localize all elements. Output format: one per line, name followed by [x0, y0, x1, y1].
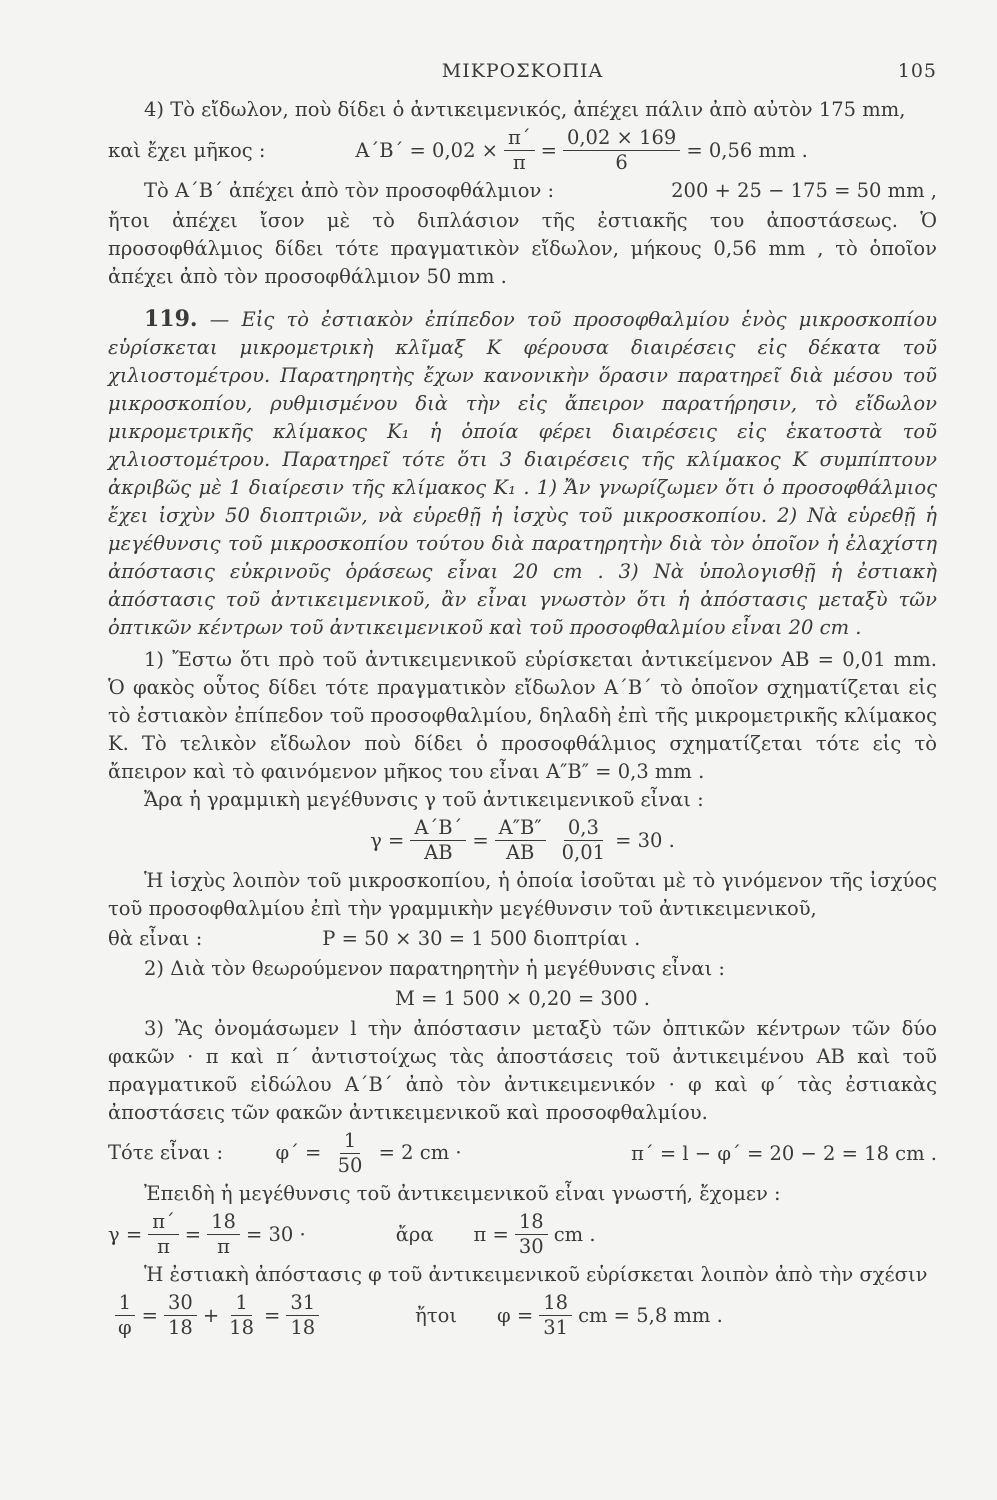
frac-num: 1: [231, 1291, 251, 1316]
problem-119: [108, 305, 937, 642]
frac-num: 31: [286, 1291, 319, 1316]
fraction-l2: [164, 1291, 197, 1340]
frac-num: 0,02 × 169: [563, 126, 680, 151]
frac-den: 6: [615, 151, 628, 174]
fraction-g1: [148, 1210, 179, 1259]
para1-rest: ἤτοι ἀπέχει ἴσον μὲ τὸ διπλάσιον τῆς ἐστιακῆς του ἀποστάσεως. Ὁ προσοφθάλμιος δίδει τότε πραγματικὸν εἴδωλον, μήκους 0,56 mm , τὸ ὁποῖον ἀπέχει ἀπὸ τὸν προσοφθάλμιον 50 mm .: [108, 209, 937, 288]
fraction-l4: [286, 1291, 319, 1340]
phi-lhs: φ΄ =: [275, 1141, 322, 1164]
eq-g: γ =: [370, 828, 405, 852]
eq-lhs: Α΄Β΄ = 0,02 ×: [355, 138, 499, 162]
problem-number: 119.: [144, 306, 198, 332]
running-title: ΜΙΚΡΟΣΚΟΠΙΑ: [441, 60, 604, 82]
solution-3-text2: Ἐπειδὴ ἡ μεγέθυνσις τοῦ ἀντικειμενικοῦ εἶναι γνωστή, ἔχομεν :: [144, 1182, 781, 1205]
frac-den: π: [157, 1235, 170, 1258]
fraction-value: [563, 126, 680, 175]
solution-2-text: 2) Διὰ τὸν θεωρούμενον παρατηρητὴν ἡ μεγέθυνσις εἶναι :: [144, 957, 725, 980]
line3-right: 200 + 25 − 175 = 50 mm ,: [671, 179, 937, 202]
fraction-c: [558, 816, 609, 865]
frac-den: ΑΒ: [505, 841, 535, 864]
solution-3-text3: Ἡ ἐστιακὴ ἀπόστασις φ τοῦ ἀντικειμενικοῦ εὑρίσκεται λοιπὸν ἀπὸ τὴν σχέσιν: [144, 1263, 928, 1286]
m-eq: M = 1 500 × 0,20 = 300 .: [394, 987, 651, 1010]
frac-den: 50: [337, 1154, 363, 1177]
fraction-pi-ratio: [504, 126, 535, 175]
magnification-equation: [108, 816, 937, 865]
solution-1-text3: Ἡ ἰσχὺς λοιπὸν τοῦ μικροσκοπίου, ἡ ὁποία ἰσοῦται μὲ τὸ γινόμενον τῆς ἰσχύος τοῦ προσοφθαλμίου ἐπὶ τὴν γραμμικὴν μεγέθυνσιν τοῦ ἀντικειμενικοῦ,: [108, 869, 937, 920]
frac-den: π: [512, 151, 526, 174]
eq-end: = 30 .: [615, 828, 675, 852]
frac-den: 31: [543, 1316, 569, 1339]
g-rhs: = 30 ·: [245, 1222, 306, 1246]
fraction-g2: [207, 1210, 240, 1259]
frac-num: 30: [164, 1291, 197, 1316]
frac-den: ΑΒ: [424, 841, 453, 864]
frac-den: φ: [118, 1316, 132, 1339]
frac-num: 1: [115, 1291, 135, 1316]
frac-den: 30: [518, 1235, 544, 1258]
l-eq: =: [141, 1303, 158, 1327]
magnification-m-equation: [108, 985, 937, 1013]
problem-text: — Εἰς τὸ ἐστιακὸν ἐπίπεδον τοῦ προσοφθαλμίου ἑνὸς μικροσκοπίου εὑρίσκεται μικρομετρικὴ κλῖμαξ Κ φέρουσα διαιρέσεις εἰς δέκατα τοῦ χιλιοστομέτρου. Παρατηρητὴς ἔχων κανονικὴν ὅρασιν παρατηρεῖ διὰ μέσου τοῦ μικροσκοπίου, ρυθμισμένου διὰ τὴν εἰς ἄπειρον παρατήρησιν, τὸ εἴδωλον μικρομετρικῆς κλίμακος Κ₁ ἡ ὁποία φέρει διαιρέσεις εἰς ἑκατοστὰ τοῦ χιλιοστομέτρου. Παρατηρεῖ τότε ὅτι 3 διαιρέσεις τῆς κλίμακος Κ συμπίπτουν ἀκριβῶς μὲ 1 διαίρεσιν τῆς κλίμακος Κ₁ . 1) Ἄν γνωρίζωμεν ὅτι ὁ προσοφθάλμιος ἔχει ἰσχὺν 50 διοπτριῶν, νὰ εὑρεθῇ ἡ ἰσχὺς τοῦ μικροσκοπίου. 2) Νὰ εὑρεθῇ ἡ μεγέθυνσις τοῦ μικροσκοπίου τούτου διὰ παρατηρητὴν διὰ τὸν ὁποῖον ἡ ἐλαχίστη ἀπόστασις εὐκρινοῦς ὁράσεως εἶναι 20 cm . 3) Νὰ ὑπολογισθῇ ἡ ἐστιακὴ ἀπόστασις τοῦ ἀντικειμενικοῦ, ἂν εἶναι γνωστὸν ὅτι ἡ ἀπόστασις μεταξὺ τῶν ὀπτικῶν κέντρων τοῦ ἀντικειμενικοῦ καὶ τοῦ προσοφθαλμίου εἶναι 20 cm .: [108, 308, 937, 639]
frac-den: 18: [168, 1316, 193, 1339]
frac-num: π΄: [504, 126, 535, 151]
phi-rhs: = 2 cm ·: [378, 1141, 462, 1164]
l-eq2: =: [264, 1303, 281, 1327]
frac-num: 0,3: [564, 816, 603, 841]
solution-3-text: 3) Ἂς ὀνομάσωμεν l τὴν ἀπόστασιν μεταξὺ τῶν ὀπτικῶν κέντρων τῶν δύο φακῶν · π καὶ π΄ ἀντιστοίχως τὰς ἀποστάσεις τοῦ ἀντικειμένου ΑΒ καὶ τοῦ πραγματικοῦ εἰδώλου Α΄Β΄ ἀπὸ τὸν ἀντικειμενικόν · φ καὶ φ΄ τὰς ἐστιακὰς ἀποστάσεις τῶν φακῶν ἀντικειμενικοῦ καὶ προσοφθαλμίου.: [108, 1017, 937, 1124]
tote-label: Τότε εἶναι :: [108, 1141, 224, 1164]
line3-left: Τὸ Α΄Β΄ ἀπέχει ἀπὸ τὸν προσοφθάλμιον :: [144, 179, 555, 202]
frac-num: π΄: [148, 1210, 179, 1235]
power-equation: [108, 925, 937, 953]
power-eq: P = 50 × 30 = 1 500 διοπτρίαι .: [322, 927, 641, 950]
page-header: [108, 60, 937, 96]
gamma-equation: [108, 1210, 937, 1259]
power-left: θὰ εἶναι :: [108, 927, 203, 950]
g-mid: =: [184, 1222, 202, 1246]
ara-word: ἄρα: [395, 1222, 434, 1246]
solution-1-text: 1) Ἔστω ὅτι πρὸ τοῦ ἀντικειμενικοῦ εὑρίσκεται ἀντικείμενον ΑΒ = 0,01 mm. Ὁ φακὸς οὗτος δίδει τότε πραγματικὸν εἴδωλον Α΄Β΄ τὸ ὁποῖον σχηματίζεται εἰς τὸ ἐστιακὸν ἐπίπεδον τοῦ προσοφθαλμίου, δηλαδὴ ἐπὶ τῆς μικρομετρικῆς κλίμακος Κ. Τὸ τελικὸν εἴδωλον ποὺ δίδει ὁ προσοφθάλμιος σχηματίζεται τότε εἰς τὸ ἄπειρον καὶ τὸ φαινόμενον μῆκος του εἶναι Α″Β″ = 0,3 mm .: [108, 648, 937, 783]
frac-den: 18: [229, 1316, 254, 1339]
focal-equations: [108, 1129, 937, 1178]
r-lhs: φ =: [497, 1303, 534, 1327]
eq-mid: =: [472, 828, 489, 852]
para1-line3: [108, 177, 937, 205]
page-number: 105: [897, 60, 937, 82]
frac-den: π: [217, 1235, 230, 1258]
frac-num: 18: [539, 1291, 572, 1316]
fraction-l1: [114, 1291, 136, 1340]
r-rhs: cm = 5,8 mm .: [578, 1303, 723, 1327]
frac-den: 18: [290, 1316, 316, 1339]
para1-equation: καὶ ἔχει μῆκος : Α΄Β΄ = 0,02 × $\frac{\pi΄}{\pi}$ = $\frac{0,02 \times 169}{6}$ = 0,56 mm .: [108, 126, 808, 174]
eq-prefix: καὶ ἔχει μῆκος :: [108, 138, 266, 162]
fraction-pi: [515, 1210, 548, 1259]
frac-num: Α΄Β΄: [410, 816, 466, 841]
solution-1-text2: Ἄρα ἡ γραμμικὴ μεγέθυνσις γ τοῦ ἀντικειμενικοῦ εἶναι :: [144, 788, 704, 811]
pi-lhs: π =: [473, 1222, 509, 1246]
l-plus: +: [202, 1303, 220, 1327]
fraction-l3: [225, 1291, 258, 1340]
lens-equation: [108, 1291, 937, 1340]
frac-num: 1: [340, 1129, 360, 1154]
g-lhs: γ =: [108, 1222, 143, 1246]
fraction-result: [539, 1291, 572, 1340]
para1-line1: 4) Τὸ εἴδωλον, ποὺ δίδει ὁ ἀντικειμενικός, ἀπέχει πάλιν ἀπὸ αὐτὸν 175 mm,: [144, 98, 906, 121]
etoi-word: ἤτοι: [415, 1303, 458, 1327]
pi-unit: cm .: [553, 1222, 596, 1246]
fraction-a: [410, 816, 466, 865]
pi-prime-eq: π΄ = l − φ΄ = 20 − 2 = 18 cm .: [631, 1141, 937, 1165]
frac-num: 18: [515, 1210, 548, 1235]
frac-num: 18: [207, 1210, 240, 1235]
fraction-b: [495, 816, 546, 865]
frac-num: Α″Β″: [495, 816, 546, 841]
eq-rhs: = 0,56 mm .: [686, 138, 808, 162]
fraction-phi: [334, 1129, 367, 1178]
frac-den: 0,01: [561, 841, 606, 864]
